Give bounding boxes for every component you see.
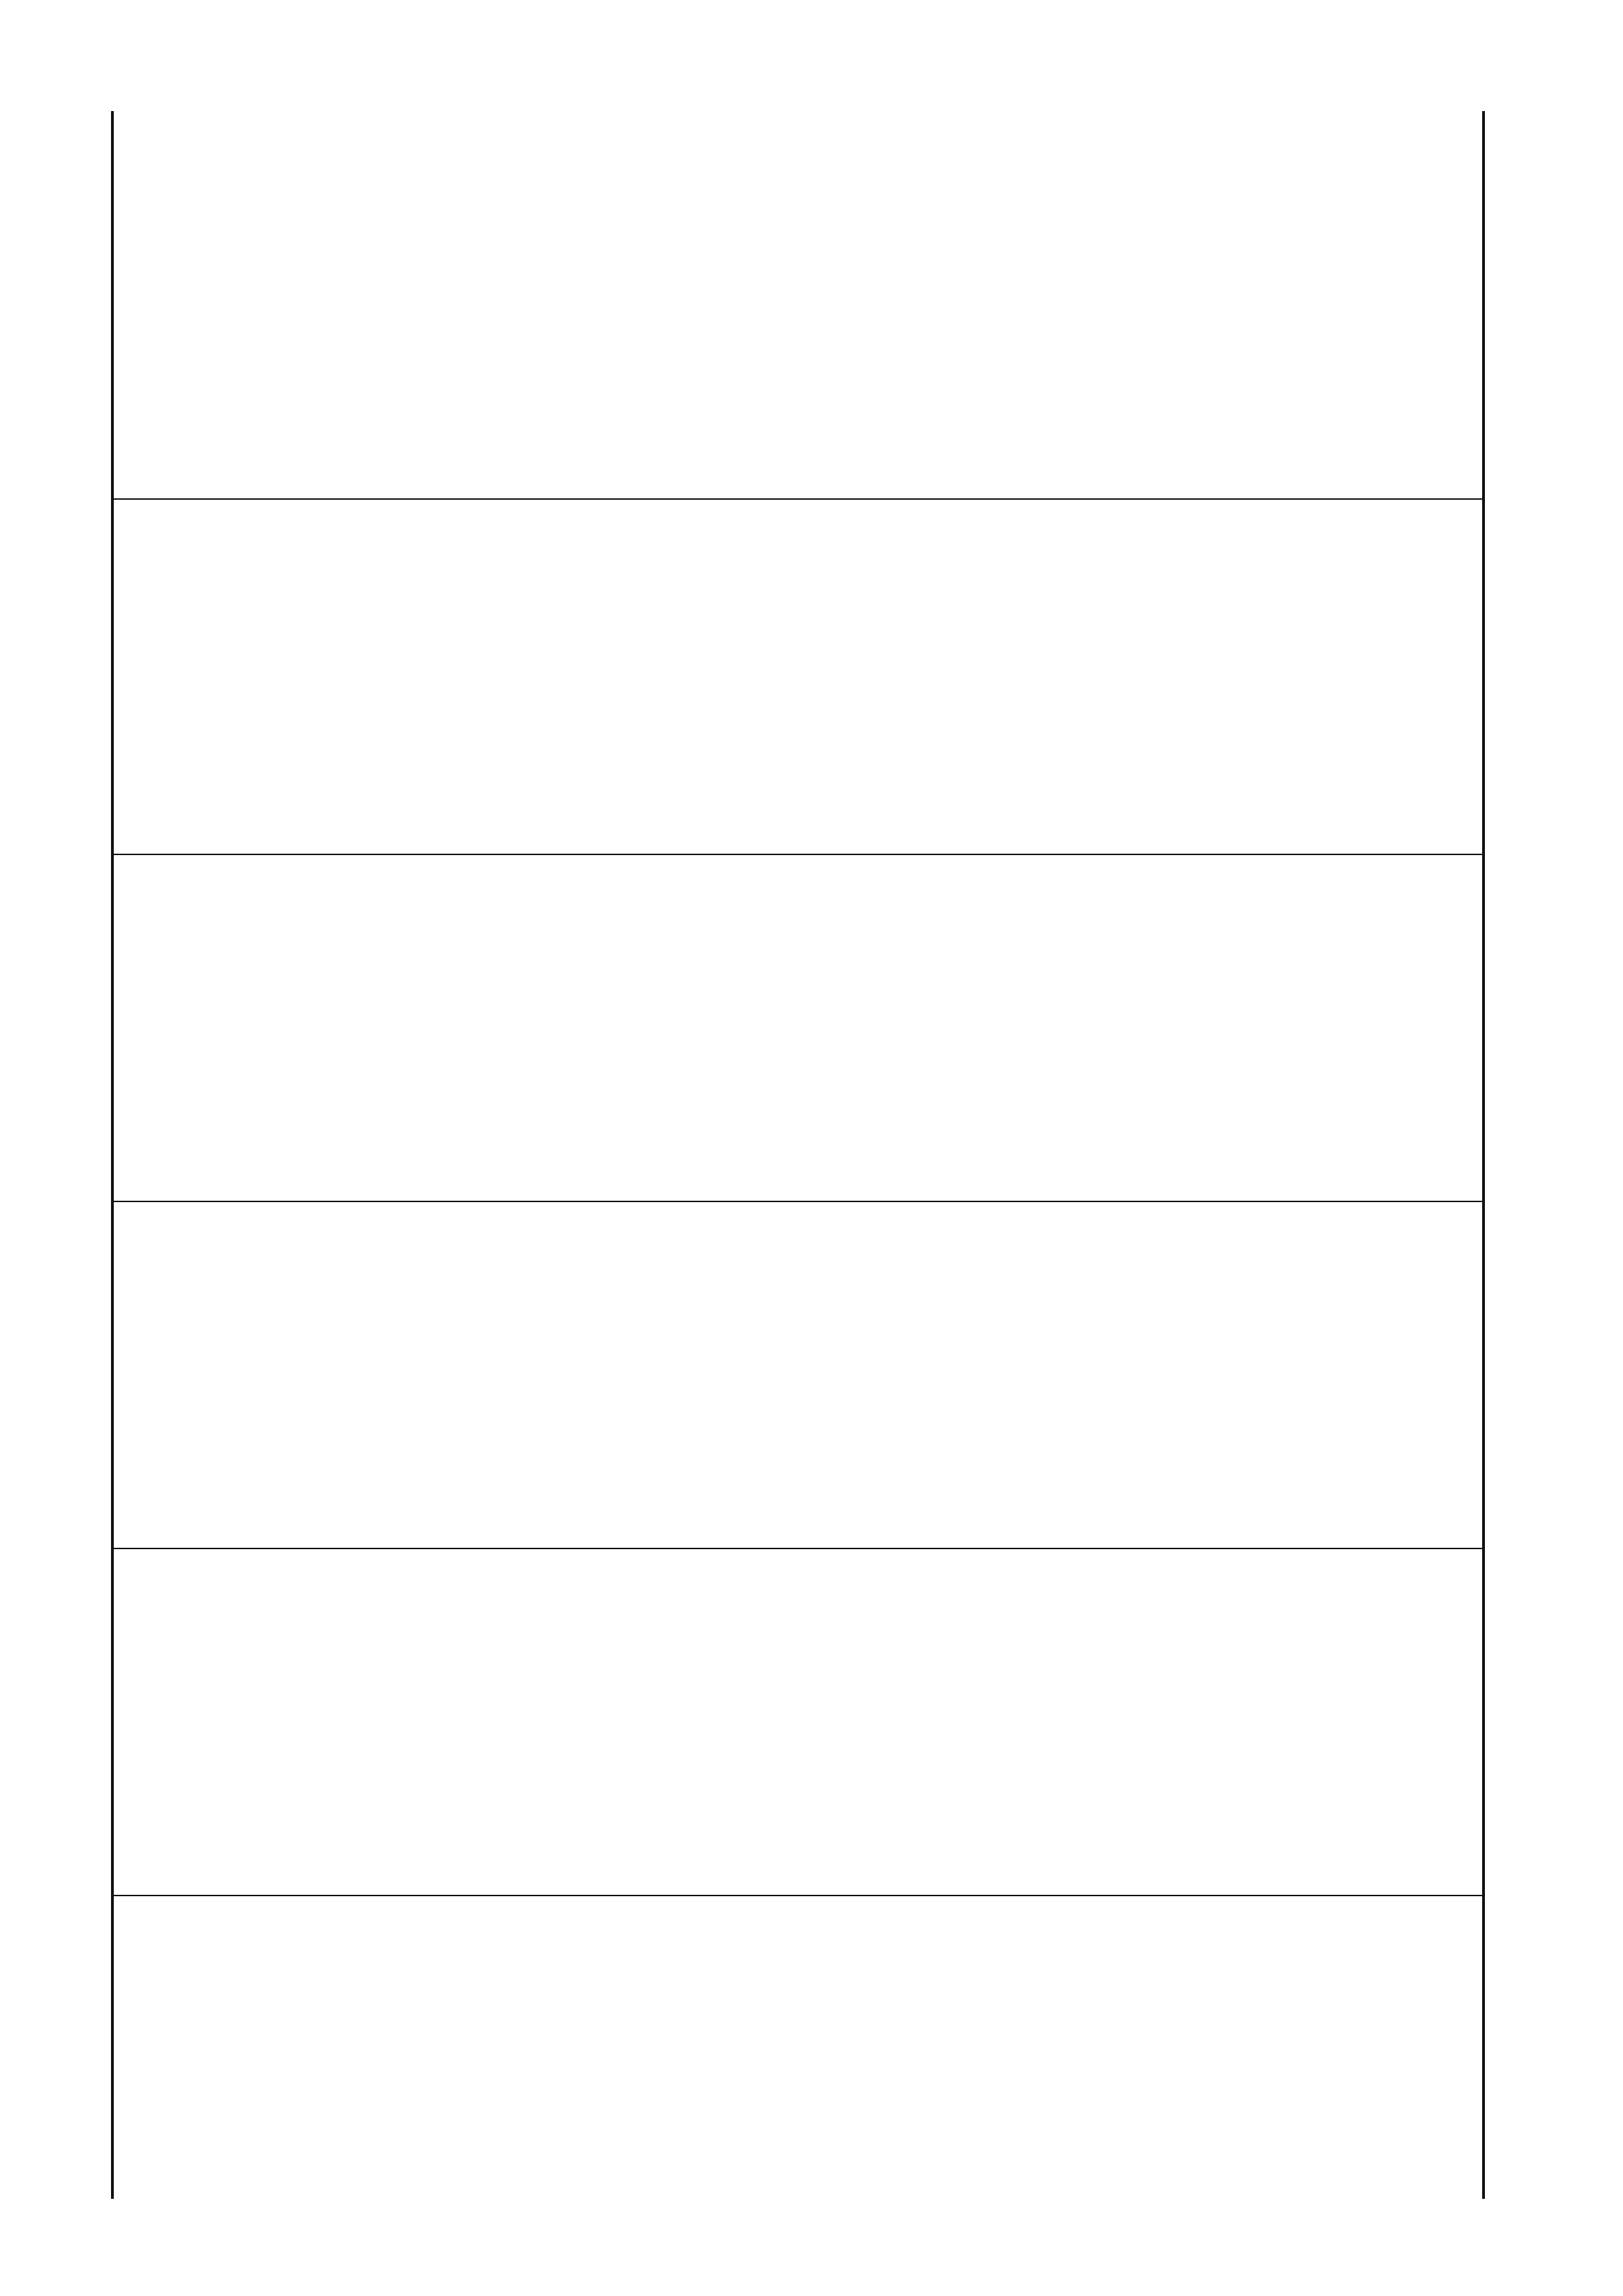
empty-top-cell bbox=[906, 1212, 1475, 1539]
column-lin-proposal bbox=[111, 855, 1485, 1201]
column-you-proposal bbox=[111, 1202, 1485, 1548]
empty-top-cell bbox=[906, 865, 1475, 1192]
column-review-result bbox=[111, 1896, 1485, 2199]
column-executive-text bbox=[111, 1549, 1485, 1895]
row-top-block bbox=[906, 121, 1475, 490]
empty-top-cell bbox=[906, 1906, 1475, 2191]
empty-top-cell bbox=[906, 1559, 1475, 1886]
empty-top-cell bbox=[906, 509, 1475, 845]
column-review-notes bbox=[111, 111, 1485, 498]
rotated-comparison-table bbox=[111, 111, 1485, 2199]
column-yang-proposal bbox=[111, 500, 1485, 854]
